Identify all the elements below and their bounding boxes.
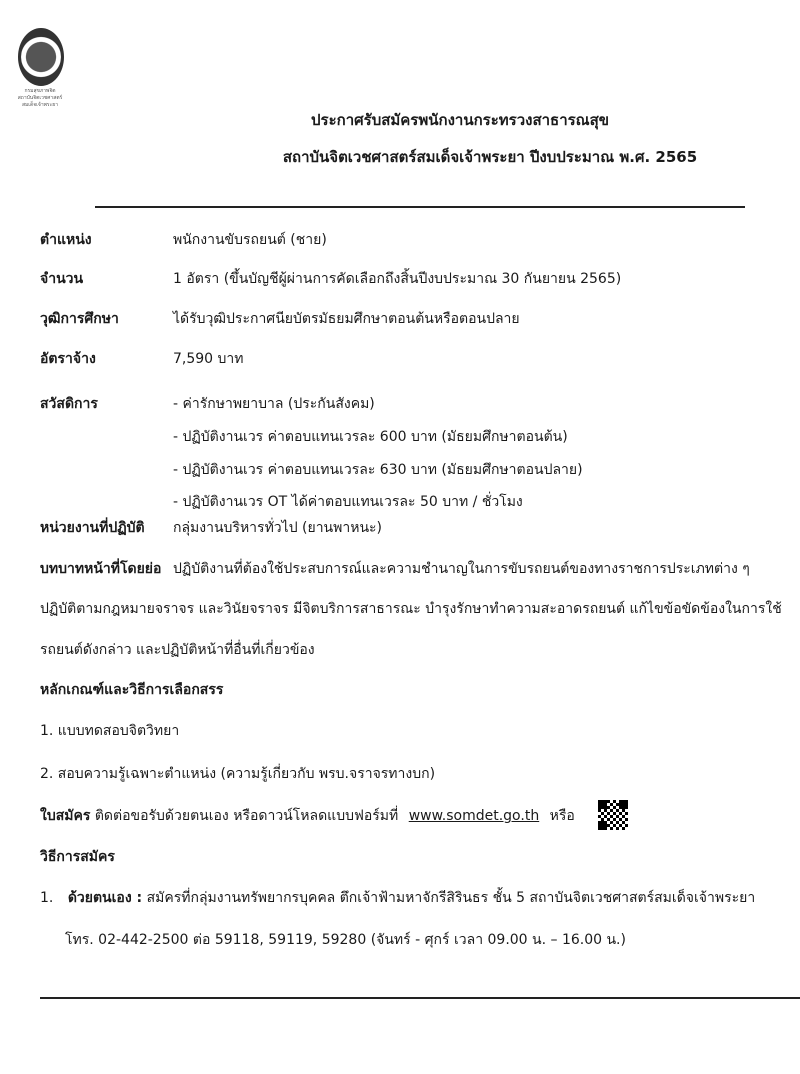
divider-top [95, 206, 745, 208]
field-value-salary: 7,590 บาท [173, 351, 244, 367]
field-label-position: ตำแหน่ง [40, 232, 92, 248]
field-label-education: วุฒิการศึกษา [40, 311, 119, 327]
field-label-count: จำนวน [40, 271, 84, 287]
method-item-number: 1. [40, 890, 54, 906]
duties-line-1: ปฏิบัติงานที่ต้องใช้ประสบการณ์และความชำนาญในการขับรถยนต์ของทางราชการประเภทต่าง ๆ [173, 561, 750, 577]
unit-value: กลุ่มงานบริหารทั่วไป (ยานพาหนะ) [173, 520, 383, 536]
method-heading: วิธีการสมัคร [40, 849, 115, 865]
application-label: ใบสมัคร [40, 808, 91, 824]
field-value-count: 1 อัตรา (ขึ้นบัญชีผู้ผ่านการคัดเลือกถึงสิ้นปีงบประมาณ 30 กันยายน 2565) [173, 271, 622, 287]
title-line-1: ประกาศรับสมัครพนักงานกระทรวงสาธารณสุข [310, 111, 610, 129]
logo-caption-1: กรมสุขภาพจิต [24, 88, 56, 94]
duties-label: บทบาทหน้าที่โดยย่อ [40, 561, 162, 577]
website-link[interactable]: www.somdet.go.th [408, 808, 540, 824]
divider-bottom [40, 997, 800, 999]
title-line-2: สถาบันจิตเวชศาสตร์สมเด็จเจ้าพระยา ปีงบประมาณ พ.ศ. 2565 [282, 148, 698, 166]
welfare-label: สวัสดิการ [40, 396, 98, 412]
duties-line-3: รถยนต์ดังกล่าว และปฏิบัติหน้าที่อื่นที่เกี่ยวข้อง [40, 642, 315, 658]
method-item-1 [40, 888, 755, 908]
welfare-item: - ค่ารักษาพยาบาล (ประกันสังคม) [173, 396, 375, 412]
field-value-education: ได้รับวุฒิประกาศนียบัตรมัธยมศึกษาตอนต้นหรือตอนปลาย [173, 311, 520, 327]
duties-line-2: ปฏิบัติตามกฎหมายจราจร และวินัยจราจร มีจิตบริการสาธารณะ บำรุงรักษาทำความสะอาดรถยนต์ แก้ไขข้อขัดข้องในการใช้ [40, 601, 782, 617]
field-label-salary: อัตราจ้าง [40, 351, 96, 367]
logo-caption-2: สถาบันจิตเวชศาสตร์สมเด็จเจ้าพระยา [17, 95, 63, 108]
welfare-item: - ปฏิบัติงานเวร ค่าตอบแทนเวรละ 630 บาท (มัธยมศึกษาตอนปลาย) [173, 462, 583, 478]
qr-code[interactable] [598, 800, 628, 830]
welfare-item: - ปฏิบัติงานเวร OT ได้ค่าตอบแทนเวรละ 50 บาท / ชั่วโมง [173, 494, 523, 510]
application-text: ติดต่อขอรับด้วยตนเอง หรือดาวน์โหลดแบบฟอร์มที่ [94, 808, 399, 824]
selection-item: 1. แบบทดสอบจิตวิทยา [40, 723, 180, 739]
logo-caption [10, 88, 70, 109]
welfare-item: - ปฏิบัติงานเวร ค่าตอบแทนเวรละ 600 บาท (มัธยมศึกษาตอนต้น) [173, 429, 568, 445]
method-item-text: สมัครที่กลุ่มงานทรัพยากรบุคคล ตึกเจ้าฟ้ามหาจักรีสิรินธร ชั้น 5 สถาบันจิตเวชศาสตร์สมเด็จเจ้าพระยา [146, 890, 756, 906]
field-value-position: พนักงานขับรถยนต์ (ชาย) [173, 232, 327, 248]
method-item-title: ด้วยตนเอง : [67, 890, 143, 906]
application-line [40, 806, 575, 826]
selection-item: 2. สอบความรู้เฉพาะตำแหน่ง (ความรู้เกี่ยวกับ พรบ.จราจรทางบก) [40, 766, 436, 782]
ministry-logo [18, 28, 64, 86]
selection-heading: หลักเกณฑ์และวิธีการเลือกสรร [40, 682, 224, 698]
unit-label: หน่วยงานที่ปฏิบัติ [40, 520, 145, 536]
method-item-contact: โทร. 02-442-2500 ต่อ 59118, 59119, 59280 (จันทร์ - ศุกร์ เวลา 09.00 น. – 16.00 น.) [65, 932, 626, 948]
application-or: หรือ [549, 808, 575, 824]
